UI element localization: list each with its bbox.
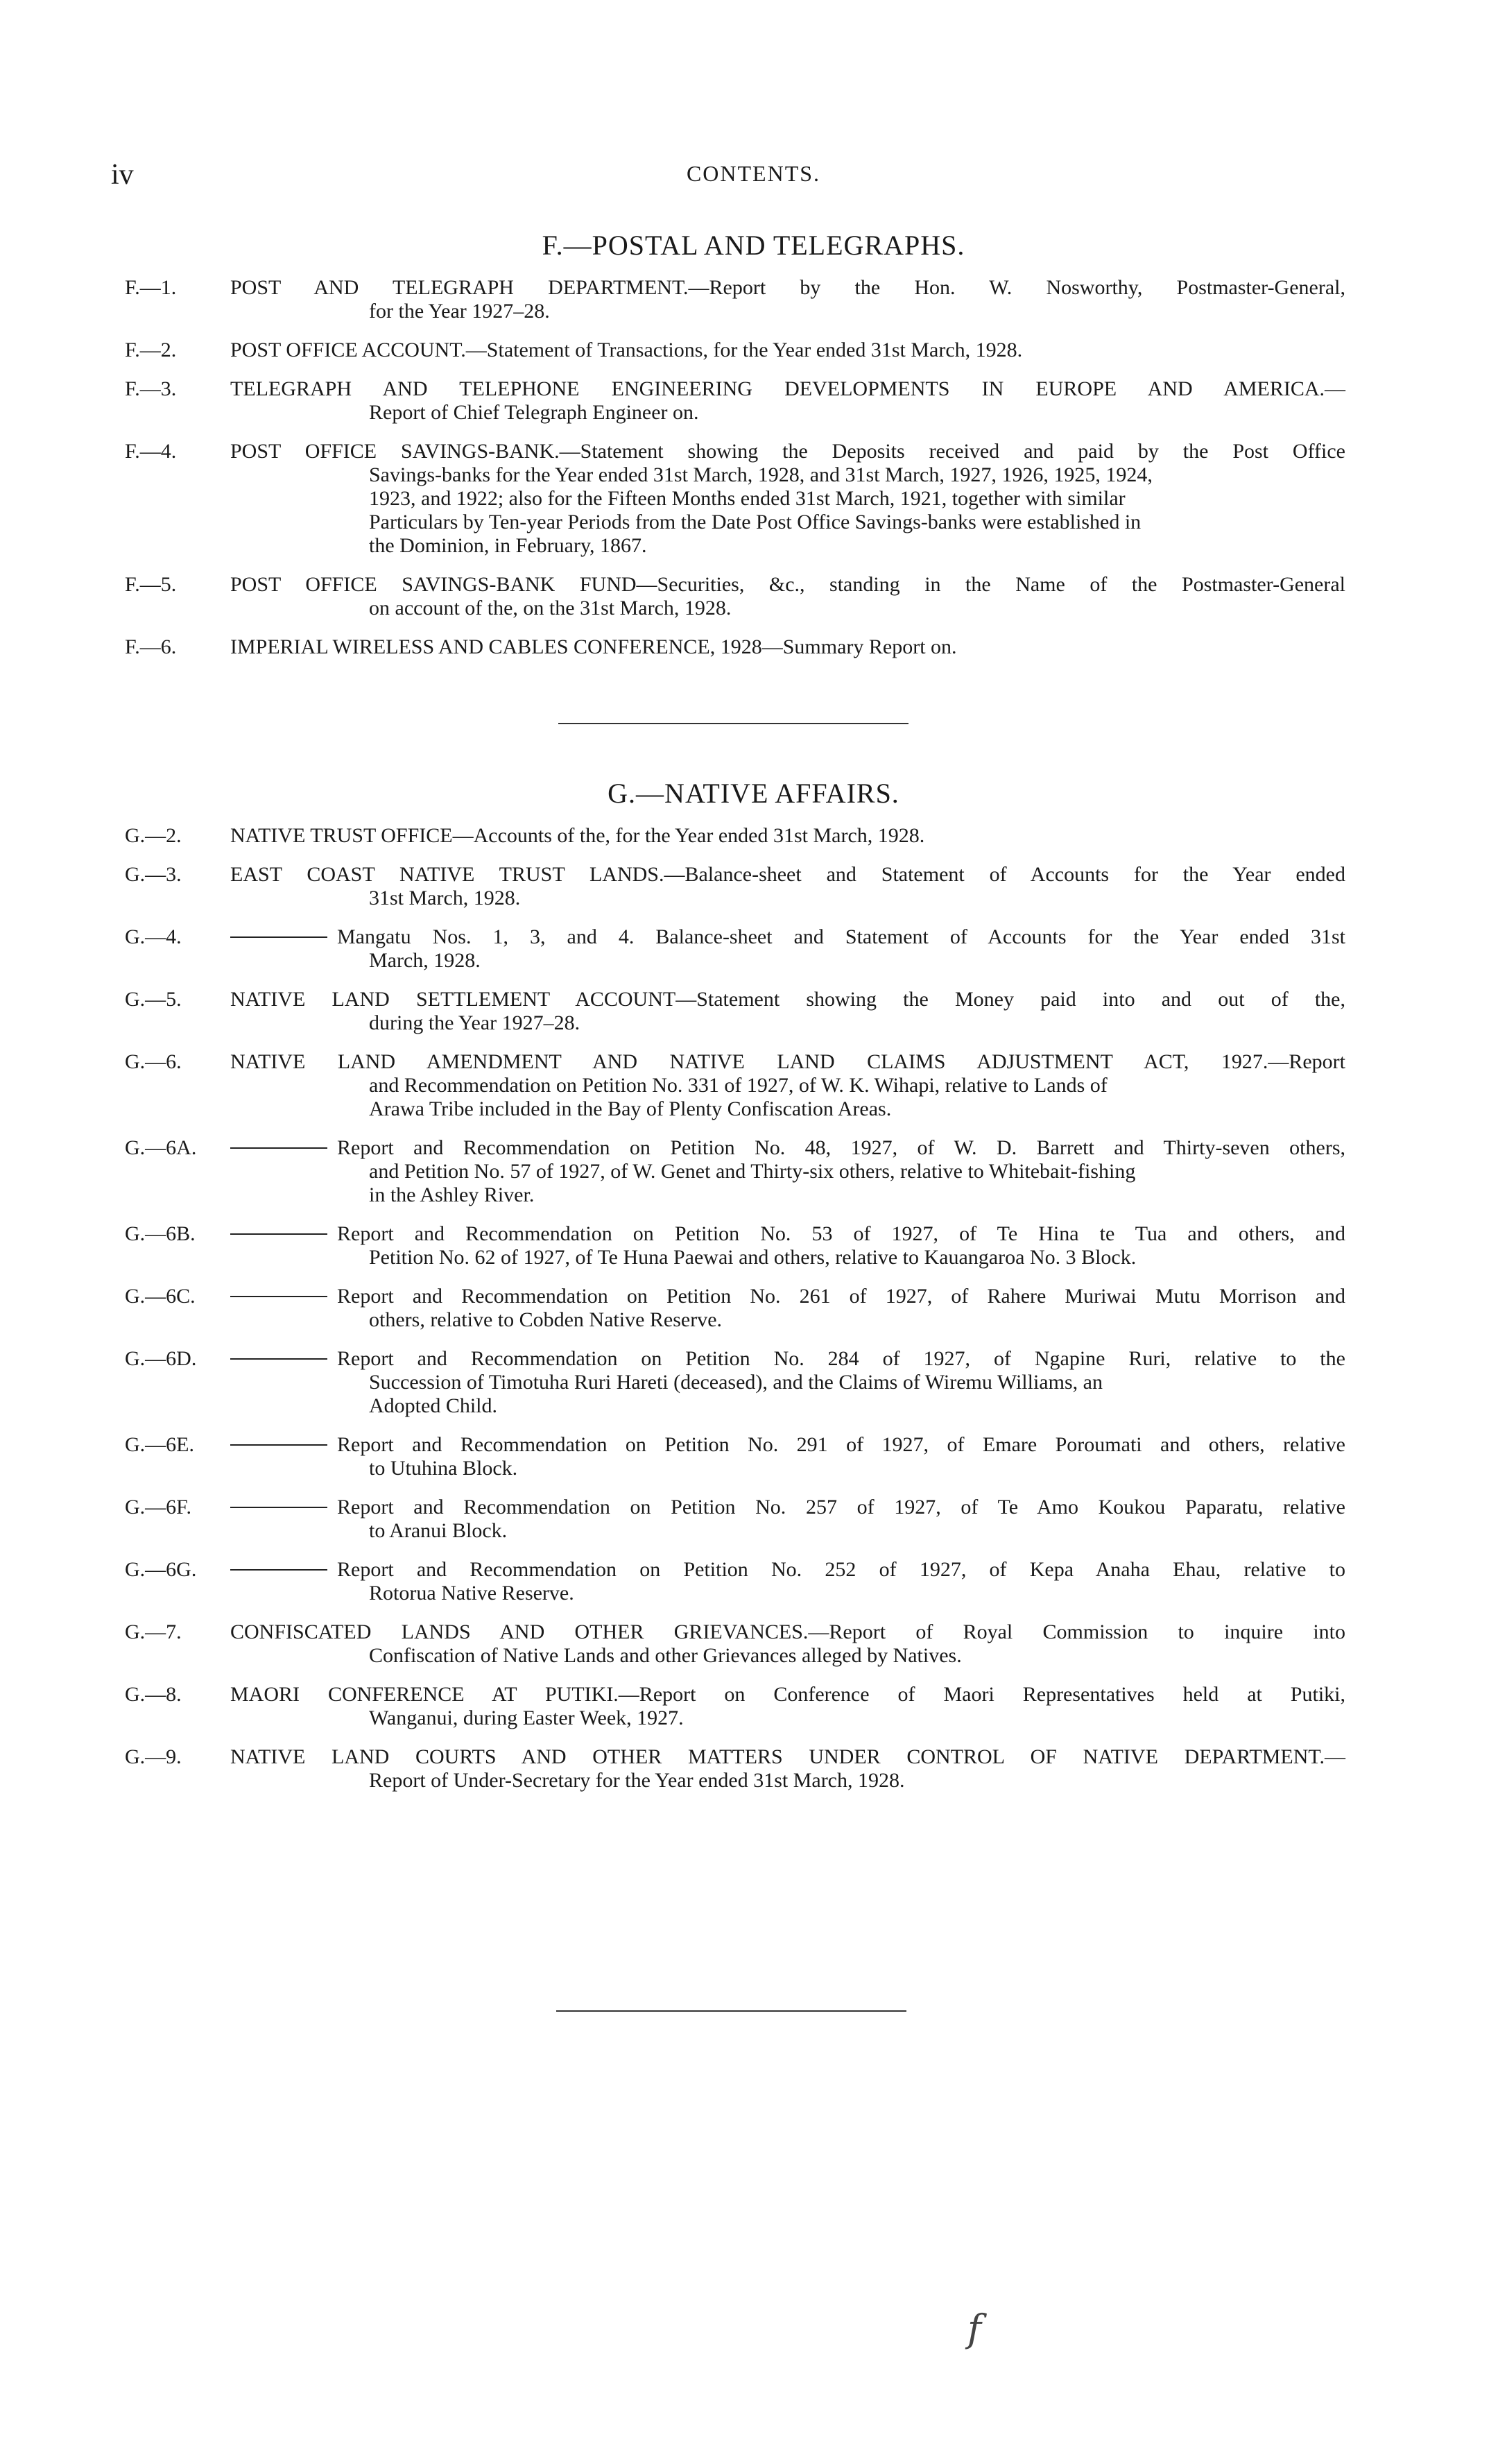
- entry-title-line: POST OFFICE ACCOUNT.—Statement of Transactions, for the Year ended 31st March, 1928.: [230, 339, 1023, 361]
- entry-description: [230, 925, 1345, 973]
- entry-continuation-line: March, 1928.: [369, 949, 481, 972]
- entry-code: G.—6B.: [125, 1222, 196, 1245]
- entry-description: [230, 1620, 1345, 1668]
- contents-entry: [125, 1433, 1345, 1480]
- end-rule: [556, 2010, 906, 2012]
- entry-description: [230, 1496, 1345, 1543]
- entry-continuation-line: others, relative to Cobden Native Reserve.: [369, 1308, 723, 1331]
- ditto-dash: [230, 1507, 327, 1508]
- entry-continuation-line: Succession of Timotuha Ruri Hareti (deceased), and the Claims of Wiremu Williams, an: [369, 1371, 1103, 1394]
- contents-entry: [125, 1050, 1345, 1121]
- entry-description: [230, 1347, 1345, 1418]
- entry-description: [230, 276, 1345, 323]
- entry-code: G.—6F.: [125, 1496, 191, 1518]
- entry-title-line: Report and Recommendation on Petition No. 284 of 1927, of Ngapine Ruri, relative to the: [337, 1347, 1345, 1370]
- entry-code: F.—5.: [125, 573, 177, 596]
- entry-code: G.—6.: [125, 1050, 182, 1073]
- entry-title-line: Mangatu Nos. 1, 3, and 4. Balance-sheet and Statement of Accounts for the Year ended 31st: [337, 925, 1345, 948]
- entry-code: G.—6A.: [125, 1136, 197, 1159]
- entry-description: [230, 988, 1345, 1035]
- entry-description: [230, 573, 1345, 620]
- entry-continuation-line: during the Year 1927–28.: [369, 1011, 580, 1034]
- contents-entry: [125, 1745, 1345, 1793]
- entry-description: [230, 440, 1345, 558]
- contents-entry: [125, 1285, 1345, 1332]
- contents-entry: [125, 824, 1345, 848]
- entry-description: [230, 339, 1345, 362]
- handwritten-mark: f: [967, 2307, 981, 2350]
- entry-title-line: Report and Recommendation on Petition No. 252 of 1927, of Kepa Anaha Ehau, relative to: [337, 1558, 1345, 1581]
- contents-entry: [125, 925, 1345, 973]
- entry-code: G.—2.: [125, 824, 182, 847]
- entry-code: G.—5.: [125, 988, 182, 1011]
- entry-continuation-line: Report of Under-Secretary for the Year ended 31st March, 1928.: [369, 1769, 905, 1792]
- contents-entry: [125, 1683, 1345, 1730]
- entry-continuation-line: to Aranui Block.: [369, 1519, 508, 1542]
- entry-continuation-line: Rotorua Native Reserve.: [369, 1582, 574, 1605]
- entry-description: [230, 863, 1345, 910]
- ditto-dash: [230, 1569, 327, 1571]
- contents-entry: [125, 863, 1345, 910]
- entry-continuation-line: Report of Chief Telegraph Engineer on.: [369, 401, 699, 424]
- entry-continuation-line: for the Year 1927–28.: [369, 300, 550, 323]
- entry-continuation-line: Savings-banks for the Year ended 31st March, 1928, and 31st March, 1927, 1926, 1925, 1924,: [369, 463, 1153, 486]
- entry-title-line: EAST COAST NATIVE TRUST LANDS.—Balance-sheet and Statement of Accounts for the Year ended: [230, 863, 1345, 886]
- entry-description: [230, 1222, 1345, 1269]
- entry-code: G.—7.: [125, 1620, 182, 1643]
- contents-entry: [125, 339, 1345, 362]
- entry-title-line: Report and Recommendation on Petition No. 48, 1927, of W. D. Barrett and Thirty-seven others,: [337, 1136, 1345, 1159]
- entry-title-line: Report and Recommendation on Petition No. 257 of 1927, of Te Amo Koukou Paparatu, relative: [337, 1496, 1345, 1518]
- entry-continuation-line: Petition No. 62 of 1927, of Te Huna Paewai and others, relative to Kauangaroa No. 3 Block.: [369, 1246, 1137, 1269]
- entry-code: G.—3.: [125, 863, 182, 886]
- section-heading-postal: F.—POSTAL AND TELEGRAPHS.: [542, 230, 965, 261]
- contents-entry: [125, 377, 1345, 425]
- entry-code: G.—6C.: [125, 1285, 196, 1308]
- entry-code: F.—2.: [125, 339, 177, 361]
- entry-code: F.—6.: [125, 635, 177, 658]
- entry-title-line: MAORI CONFERENCE AT PUTIKI.—Report on Conference of Maori Representatives held at Putiki,: [230, 1683, 1345, 1706]
- entry-code: G.—6D.: [125, 1347, 197, 1370]
- running-head: CONTENTS.: [686, 161, 821, 186]
- section-divider: [558, 723, 908, 724]
- entry-continuation-line: 31st March, 1928.: [369, 887, 521, 909]
- entry-description: [230, 1285, 1345, 1332]
- contents-entry: [125, 573, 1345, 620]
- contents-entry: [125, 1558, 1345, 1605]
- entry-title-line: NATIVE LAND AMENDMENT AND NATIVE LAND CLAIMS ADJUSTMENT ACT, 1927.—Report: [230, 1050, 1345, 1073]
- entry-description: [230, 1050, 1345, 1121]
- entry-title-line: Report and Recommendation on Petition No. 53 of 1927, of Te Hina te Tua and others, and: [337, 1222, 1345, 1245]
- entry-code: F.—4.: [125, 440, 177, 463]
- entry-continuation-line: 1923, and 1922; also for the Fifteen Months ended 31st March, 1921, together with similar: [369, 487, 1126, 510]
- entry-code: G.—6G.: [125, 1558, 197, 1581]
- entry-title-line: POST AND TELEGRAPH DEPARTMENT.—Report by the Hon. W. Nosworthy, Postmaster-General,: [230, 276, 1345, 299]
- entry-title-line: POST OFFICE SAVINGS-BANK.—Statement showing the Deposits received and paid by the Post Office: [230, 440, 1345, 463]
- ditto-dash: [230, 1233, 327, 1235]
- entry-code: G.—9.: [125, 1745, 182, 1768]
- entry-title-line: IMPERIAL WIRELESS AND CABLES CONFERENCE, 1928—Summary Report on.: [230, 635, 957, 658]
- entry-code: G.—6E.: [125, 1433, 194, 1456]
- ditto-dash: [230, 1444, 327, 1446]
- entry-title-line: NATIVE LAND SETTLEMENT ACCOUNT—Statement showing the Money paid into and out of the,: [230, 988, 1345, 1011]
- entry-continuation-line: in the Ashley River.: [369, 1183, 535, 1206]
- ditto-dash: [230, 1296, 327, 1297]
- entry-description: [230, 635, 1345, 659]
- entry-description: [230, 1745, 1345, 1793]
- contents-entry: [125, 1222, 1345, 1269]
- entry-continuation-line: Arawa Tribe included in the Bay of Plenty Confiscation Areas.: [369, 1097, 892, 1120]
- entry-continuation-line: the Dominion, in February, 1867.: [369, 534, 647, 557]
- page-number: iv: [111, 159, 134, 191]
- entry-description: [230, 1683, 1345, 1730]
- entry-continuation-line: and Recommendation on Petition No. 331 of 1927, of W. K. Wihapi, relative to Lands of: [369, 1074, 1108, 1097]
- entry-title-line: TELEGRAPH AND TELEPHONE ENGINEERING DEVELOPMENTS IN EUROPE AND AMERICA.—: [230, 377, 1345, 400]
- entry-continuation-line: and Petition No. 57 of 1927, of W. Genet and Thirty-six others, relative to Whitebait-fishing: [369, 1160, 1136, 1183]
- contents-entry: [125, 440, 1345, 558]
- contents-entry: [125, 1347, 1345, 1418]
- entry-title-line: NATIVE LAND COURTS AND OTHER MATTERS UNDER CONTROL OF NATIVE DEPARTMENT.—: [230, 1745, 1345, 1768]
- entry-continuation-line: Confiscation of Native Lands and other Grievances alleged by Natives.: [369, 1644, 962, 1667]
- entry-continuation-line: on account of the, on the 31st March, 1928.: [369, 597, 732, 619]
- entry-code: G.—4.: [125, 925, 182, 948]
- entry-title-line: Report and Recommendation on Petition No. 261 of 1927, of Rahere Muriwai Mutu Morrison and: [337, 1285, 1345, 1308]
- entry-title-line: CONFISCATED LANDS AND OTHER GRIEVANCES.—Report of Royal Commission to inquire into: [230, 1620, 1345, 1643]
- ditto-dash: [230, 1147, 327, 1149]
- entry-description: [230, 1558, 1345, 1605]
- entry-title-line: Report and Recommendation on Petition No. 291 of 1927, of Emare Poroumati and others, relative: [337, 1433, 1345, 1456]
- entry-code: F.—1.: [125, 276, 177, 299]
- entry-continuation-line: Adopted Child.: [369, 1394, 497, 1417]
- entry-continuation-line: Wanganui, during Easter Week, 1927.: [369, 1706, 684, 1729]
- contents-entry: [125, 1496, 1345, 1543]
- contents-list-postal: [125, 276, 1345, 674]
- entry-code: G.—8.: [125, 1683, 182, 1706]
- contents-entry: [125, 635, 1345, 659]
- entry-title-line: POST OFFICE SAVINGS-BANK FUND—Securities, &c., standing in the Name of the Postmaster-General: [230, 573, 1345, 596]
- contents-list-native: [125, 824, 1345, 1808]
- contents-entry: [125, 988, 1345, 1035]
- entry-continuation-line: to Utuhina Block.: [369, 1457, 518, 1480]
- entry-continuation-line: Particulars by Ten-year Periods from the Date Post Office Savings-banks were established in: [369, 511, 1142, 533]
- entry-description: [230, 377, 1345, 425]
- ditto-dash: [230, 936, 327, 938]
- contents-entry: [125, 1620, 1345, 1668]
- entry-description: [230, 824, 1345, 848]
- entry-description: [230, 1136, 1345, 1207]
- entry-description: [230, 1433, 1345, 1480]
- contents-entry: [125, 276, 1345, 323]
- section-heading-native: G.—NATIVE AFFAIRS.: [608, 778, 899, 809]
- entry-title-line: NATIVE TRUST OFFICE—Accounts of the, for the Year ended 31st March, 1928.: [230, 824, 925, 847]
- contents-entry: [125, 1136, 1345, 1207]
- entry-code: F.—3.: [125, 377, 177, 400]
- ditto-dash: [230, 1358, 327, 1360]
